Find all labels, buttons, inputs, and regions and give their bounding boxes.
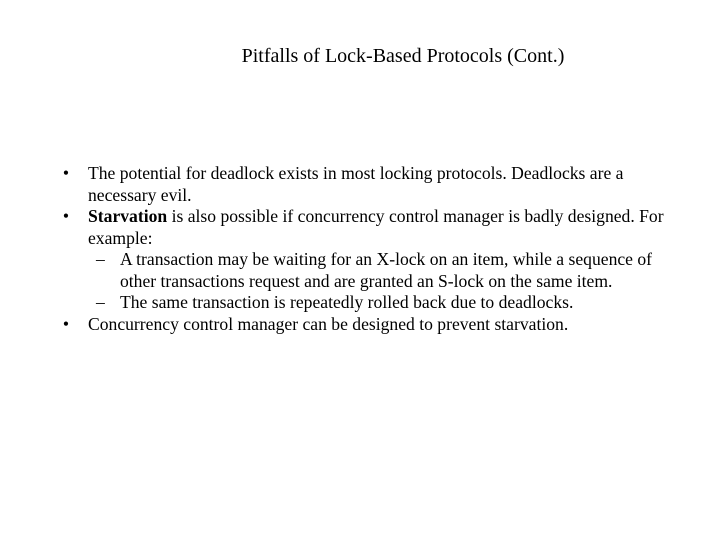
- bullet-icon: •: [62, 206, 70, 226]
- bullet-item-deadlock: [56, 163, 676, 206]
- sub-item-xlock-wait: [56, 249, 676, 292]
- bullet-item-prevent-starvation: [56, 314, 676, 336]
- dash-icon: –: [96, 249, 105, 269]
- dash-icon: –: [96, 292, 105, 312]
- slide-title: Pitfalls of Lock-Based Protocols (Cont.): [241, 45, 565, 67]
- bullet-text: The potential for deadlock exists in most locking protocols. Deadlocks are a necessary evil.: [88, 163, 624, 205]
- bullet-bold-lead: Starvation: [88, 206, 168, 226]
- bullet-icon: •: [62, 313, 70, 334]
- bullet-text: is also possible if concurrency control manager is badly designed. For example:: [88, 206, 664, 248]
- sub-item-rollback: [56, 292, 676, 314]
- bullet-icon: •: [62, 163, 70, 183]
- bullet-item-starvation: [56, 206, 676, 249]
- sub-item-text: The same transaction is repeatedly rolled back due to deadlocks.: [120, 292, 574, 312]
- sub-item-text: A transaction may be waiting for an X-lock on an item, while a sequence of other transactions request and are granted an S-lock on the same item.: [120, 249, 653, 291]
- bullet-list: [56, 163, 676, 335]
- bullet-text: Concurrency control manager can be designed to prevent starvation.: [88, 313, 569, 334]
